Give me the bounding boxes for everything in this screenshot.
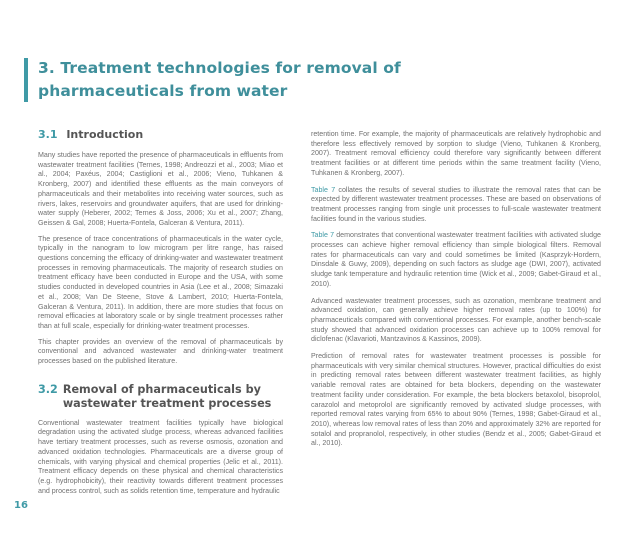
paragraph: This chapter provides an overview of the removal of pharmaceuticals by conventional and advanced wastewater and drinking-water treatment processes based on the published literature. — [38, 337, 283, 366]
right-column — [311, 130, 601, 456]
paragraph-text: collates the results of several studies to illustrate the removal rates that can be expected by different wastewater treatment processes. These are based on observations of treatment processes ranging from single unit processes to full-scale wastewater treatment facilities found in the various studies. — [311, 185, 602, 223]
section-title: Introduction — [66, 128, 144, 141]
page-number: 16 — [14, 500, 28, 511]
paragraph: Conventional wastewater treatment facilities typically have biological degradation using the activated sludge process, whereas advanced facilities have tertiary treatment processes, such as reverse osmosis, ozonation and advanced oxidation technologies. Pharmaceuticals are a diverse group of chemicals, with varying physical and chemical properties (Jelic et al., 2011). Treatment efficacy depends on these physical and chemical characteristics (e.g. hydrophobicity), their reactivity towards different treatment processes and process control, such as solids retention time, temperature and hydraulic — [38, 418, 283, 495]
paragraph-text: demonstrates that conventional wastewater treatment facilities with activated sludge processes can achieve higher removal efficiency than simple biological filters. Removal rates for pharmaceuticals can vary and could sometimes be limited (Kasprzyk-Hordern, Dinsdale & Guwy, 2009), depending on such factors as sludge age (DWI, 2007), activated sludge tank temperature and hydraulic retention time (Wick et al., 2009; Gabet-Giraud et al., 2010). — [311, 231, 602, 288]
section-heading-introduction — [38, 128, 283, 141]
table-reference-link[interactable]: Table 7 — [311, 185, 336, 194]
table-reference-link[interactable]: Table 7 — [311, 231, 335, 240]
chapter-title: 3. Treatment technologies for removal of pharmaceuticals from water — [38, 59, 401, 100]
paragraph: Advanced wastewater treatment processes, such as ozonation, membrane treatment and advanced oxidation, can generally achieve higher removal rates (up to 100%) for pharmaceuticals compared with conventional processes. For example, another bench-scale study showed that advanced oxidation processes can achieve up to 100% removal for diclofenac (Klavarioti, Mantzavinos & Kassinos, 2009). — [311, 296, 601, 344]
accent-bar — [24, 58, 28, 102]
section-heading-removal — [38, 383, 283, 411]
paragraph: retention time. For example, the majority of pharmaceuticals are relatively hydrophobic and therefore less effectively removed by sorption to sludge (Vieno, Tuhkanen & Kronberg, 2007). Treatment removal efficiency could therefore vary significantly between different treatment facilities or at different time periods within the same treatment facility (Vieno, Tuhkanen & Kronberg, 2007). — [311, 130, 601, 177]
paragraph — [311, 231, 601, 289]
paragraph: Many studies have reported the presence of pharmaceuticals in effluents from wastewater treatment facilities (Ternes, 1998; Andreozzi et al., 2003; Miao et al., 2004; Paxéus, 2004; Castiglioni et al., 2006; Vieno, Tuhkanen & Kronberg, 2007) and identified these effluents as the main conveyors of pharmaceuticals and their metabolites into receiving water sources, such as rivers, lakes, reservoirs and groundwater aquifers, that are used for drinking-water supply (Heberer, 2002; Ternes & Joss, 2006; Xu et al., 2007; Zhang, Geissen & Gal, 2008; Huerta-Fontela, Galceran & Ventura, 2011). — [38, 151, 283, 227]
left-column — [38, 128, 283, 502]
section-number: 3.2 — [38, 382, 58, 396]
paragraph — [311, 186, 601, 225]
paragraph: Prediction of removal rates for wastewater treatment processes is possible for pharmaceuticals with very similar chemical structures. However, practical difficulties do exist in predicting removal rates between different wastewater treatment facilities, as highly variable removal rates are obtained for beta blockers, depending on the wastewater treatment facility under consideration. For example, the beta blockers betaxolol, bisoprolol, carazolol and metoprolol are significantly removed by activated sludge processes, with reported removal rates varying from 65% to about 90% (Ternes, 1998; Gabet-Giraud et al., 2010), whereas low removal rates of less than 20% and approximately 32% are reported for sotalol and propranolol, respectively, in other studies (Bendz et al., 2005; Gabet-Giraud et al., 2010). — [311, 352, 601, 448]
paragraph: The presence of trace concentrations of pharmaceuticals in the water cycle, typically in the nanogram to low microgram per litre range, has raised questions concerning the efficacy of drinking-water and wastewater treatment processes in removing pharmaceuticals. The majority of research studies on treatment efficacy have been conducted in Europe and the USA, with some studies conducted in developed countries in Asia (Lee et al., 2008; Simazaki et al., 2008; Van De Steene, Stove & Lambert, 2010; Huerta-Fontela, Galceran & Ventura, 2011). In addition, there are more studies that focus on removal efficacies at laboratory scale or by single treatment processes rather than at full scale, especially for drinking-water treatment processes. — [38, 234, 283, 330]
section-number: 3.1 — [38, 128, 58, 141]
section-title: Removal of pharmaceuticals by wastewater treatment processes — [62, 382, 272, 410]
